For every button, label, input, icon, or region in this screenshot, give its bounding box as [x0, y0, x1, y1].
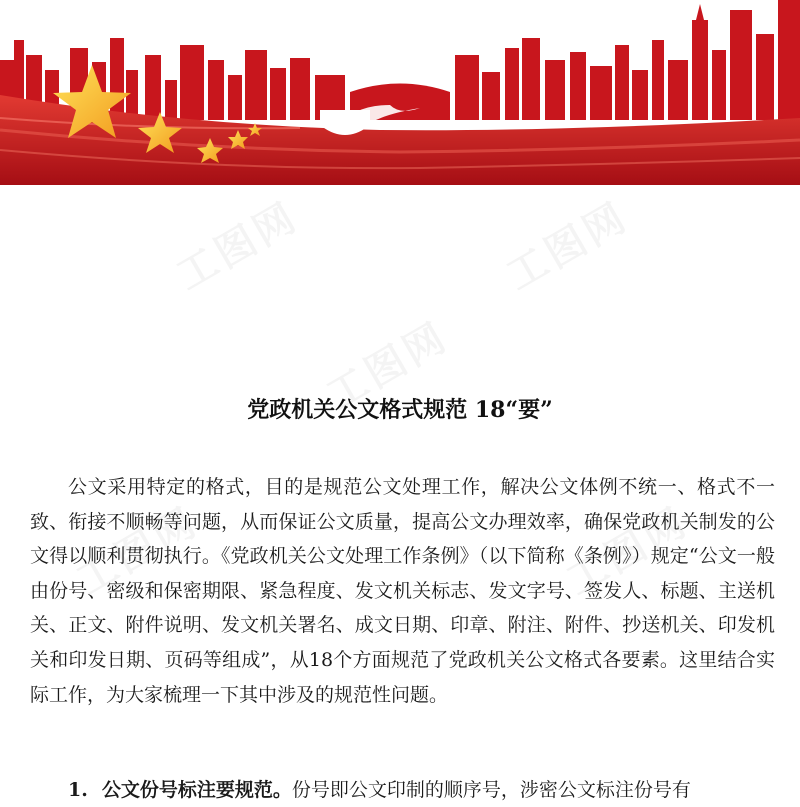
watermark: [165, 186, 308, 301]
city-skyline: [0, 0, 800, 120]
header-banner: [0, 0, 800, 185]
item-number: 1.: [68, 779, 88, 801]
document-title: 党政机关公文格式规范 18“要”: [247, 397, 553, 423]
item-heading: 公文份号标注要规范。: [101, 779, 292, 801]
list-item: [68, 773, 775, 807]
intro-paragraph: 公文采用特定的格式，目的是规范公文处理工作，解决公文体例不统一、格式不一致、衔接不顺畅等问题，从而保证公文质量，提高公文办理效率，确保党政机关制发的公文得以顺利贯彻执行。《党政机关公文处理工作条例》（以下简称《条例》）规定“公文一般由份号、密级和保密期限、紧急程度、发文机关标志、发文字号、签发人、标题、主送机关、正文、附件说明、发文机关署名、成文日期、印章、附注、附件、抄送机关、印发机关和印发日期、页码等组成”，从18个方面规范了党政机关公文格式各要素。这里结合实际工作，为大家梳理一下其中涉及的规范性问题。: [30, 476, 775, 706]
banner-graphic: [0, 0, 800, 185]
item-text: 份号即公文印制的顺序号，涉密公文标注份号有: [291, 779, 691, 801]
watermark: [495, 186, 638, 301]
